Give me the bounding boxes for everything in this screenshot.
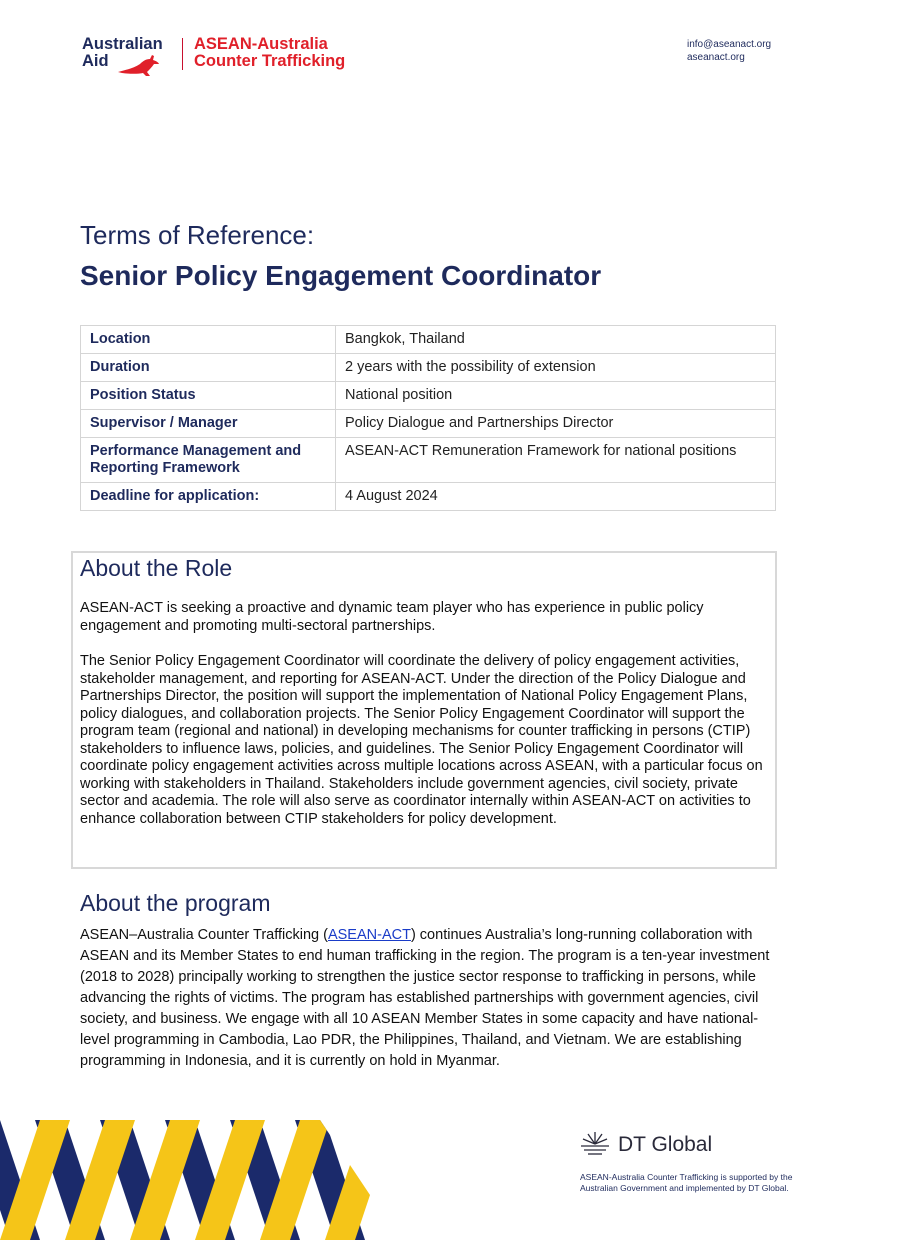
aid-logo-line1: Australian: [82, 35, 163, 53]
row-value: 2 years with the possibility of extension: [336, 354, 776, 382]
position-info-table: [80, 325, 776, 511]
row-label: Location: [81, 326, 336, 354]
contact-block: [687, 38, 771, 64]
program-logo-line1: ASEAN-Australia: [194, 35, 328, 53]
logo-divider: [182, 38, 183, 70]
row-label: Deadline for application:: [81, 483, 336, 511]
table-row: [81, 382, 776, 410]
table-row: [81, 326, 776, 354]
row-value: ASEAN-ACT Remuneration Framework for national positions: [336, 438, 776, 483]
row-value: Bangkok, Thailand: [336, 326, 776, 354]
about-role-paragraph-1: ASEAN-ACT is seeking a proactive and dynamic team player who has experience in public policy engagement and promoting multi-sectoral partnerships.: [80, 600, 704, 634]
contact-email[interactable]: info@aseanact.org: [687, 39, 772, 50]
kangaroo-icon: [116, 52, 162, 78]
program-logo-line2: Counter Trafficking: [194, 52, 346, 70]
table-row: [81, 410, 776, 438]
row-label: Duration: [81, 354, 336, 382]
row-label: Position Status: [81, 382, 336, 410]
contact-website[interactable]: aseanact.org: [687, 52, 745, 63]
row-value: 4 August 2024: [336, 483, 776, 511]
decorative-stripes: [0, 1120, 400, 1240]
dt-global-sunburst-icon: [580, 1130, 610, 1158]
about-role-paragraph-2: The Senior Policy Engagement Coordinator will coordinate the delivery of policy engagement activities, stakeholder management, and reporting for ASEAN-ACT. Under the direction of the Policy Dialogue and Partnerships Director, the position will support the implementation of National Policy Engagement Plans, policy dialogues, and collaboration projects. The Senior Policy Engagement Coordinator will support the program team (regional and national) in developing mechanisms for counter trafficking in persons (CTIP) stakeholders to influence laws, policies, and guidelines. The Senior Policy Engagement Coordinator will coordinate policy engagement activities across multiple locations across ASEAN, with a particular focus on working with stakeholders in Thailand. Stakeholders include government agencies, civil society, private sector and academia. The role will also serve as coordinator internally within ASEAN-ACT on activities to enhance collaboration between CTIP stakeholders for policy development.: [80, 653, 763, 827]
document-title: Senior Policy Engagement Coordinator: [80, 260, 602, 291]
row-label: Supervisor / Manager: [81, 410, 336, 438]
program-text-rest: ) continues Australia’s long-running collaboration with ASEAN and its Member States to end human trafficking in the region. The program is a ten-year investment (2018 to 2028) principally working to strengthen the justice sector response to trafficking in persons, while advancing the rights of victims. The program has established partnerships with government agencies, civil society, and business. We engage with all 10 ASEAN Member States in some capacity and have national-level programming in Cambodia, Lao PDR, the Philippines, Thailand, and Vietnam. We are establishing programming in Indonesia, and it is currently on hold in Myanmar.: [80, 927, 770, 1069]
table-row: [81, 438, 776, 483]
dt-global-logo-text: DT Global: [618, 1133, 713, 1156]
about-role-heading: About the Role: [80, 555, 233, 581]
about-program-paragraph: [80, 925, 770, 1072]
page-header: [82, 36, 822, 80]
table-row: [81, 483, 776, 511]
row-label: Performance Management and Reporting Framework: [81, 438, 336, 483]
table-row: [81, 354, 776, 382]
support-note: ASEAN-Australia Counter Trafficking is supported by the Australian Government and implemented by DT Global.: [580, 1172, 793, 1193]
about-program-heading: About the program: [80, 890, 271, 916]
row-value: Policy Dialogue and Partnerships Director: [336, 410, 776, 438]
asean-act-logo: [194, 36, 345, 70]
aid-logo-line2: Aid: [82, 52, 109, 70]
document-kicker: Terms of Reference:: [80, 220, 315, 250]
program-text-start: ASEAN–Australia Counter Trafficking (: [80, 927, 328, 943]
row-value: National position: [336, 382, 776, 410]
asean-act-link[interactable]: ASEAN-ACT: [327, 927, 411, 943]
